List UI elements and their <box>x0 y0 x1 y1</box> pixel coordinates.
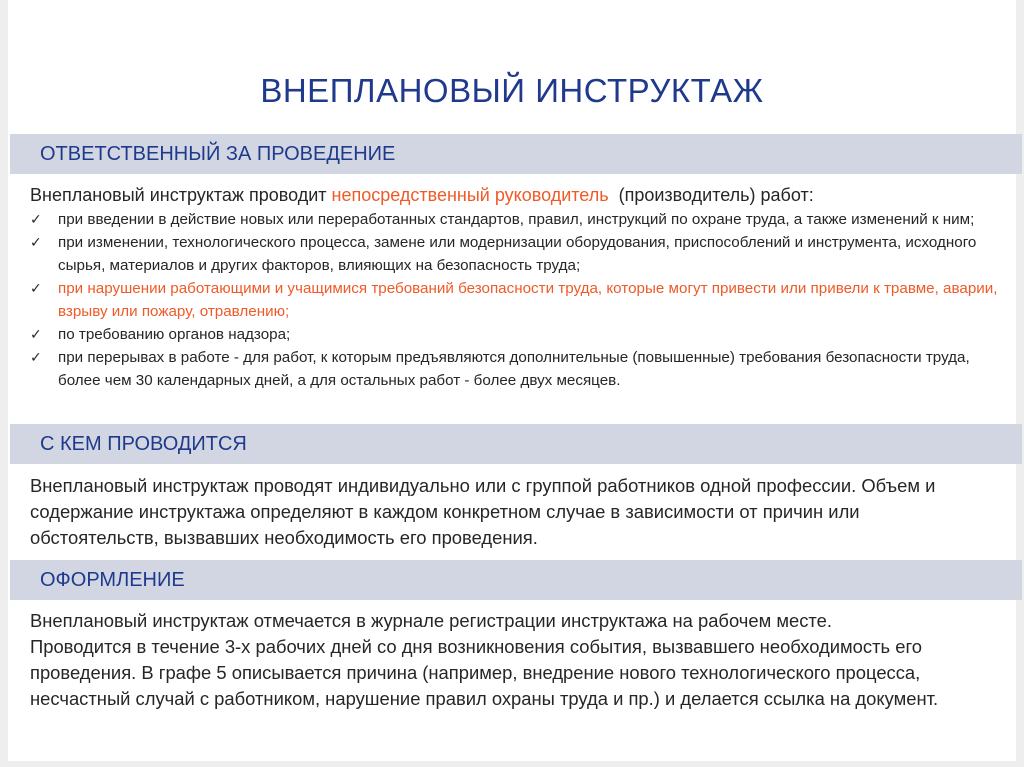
frame-left-border <box>0 0 8 767</box>
list-item-text: при нарушении работающими и учащимися требований безопасности труда, которые могут привести или привели к травме, аварии, взрыву или пожару, отравлению; <box>58 280 998 320</box>
check-icon: ✓ <box>30 349 42 365</box>
list-item-text: по требованию органов надзора; <box>58 326 291 343</box>
list-item-text: при изменении, технологического процесса, замене или модернизации оборудования, приспособлений и инструмента, исходного сырья, материалов и других факторов, влияющих на безопасность труда; <box>58 234 977 274</box>
section-header-responsible <box>10 134 1022 174</box>
section-whom-content <box>30 473 990 551</box>
section-header-label: ОТВЕТСТВЕННЫЙ ЗА ПРОВЕДЕНИЕ <box>40 143 396 165</box>
check-icon: ✓ <box>30 211 42 227</box>
conditions-list <box>30 208 1000 392</box>
check-icon: ✓ <box>30 326 42 342</box>
paragraph: Внеплановый инструктаж проводят индивидуально или с группой работников одной профессии. Объем и содержание инструктажа определяют в каждом конкретном случае в зависимости от причин или обстоятельств, вызвавших необходимость его проведения. <box>30 475 936 548</box>
lead-text-start: Внеплановый инструктаж проводит <box>30 185 332 205</box>
list-item-highlighted <box>30 277 1000 323</box>
lead-sentence <box>30 184 1000 206</box>
section-responsible-content <box>30 184 1000 392</box>
list-item-text: при введении в действие новых или переработанных стандартов, правил, инструкций по охране труда, а также изменений к ним; <box>58 211 975 228</box>
check-icon: ✓ <box>30 280 42 296</box>
section-header-label: С КЕМ ПРОВОДИТСЯ <box>40 433 247 455</box>
list-item-text: при перерывах в работе - для работ, к которым предъявляются дополнительные (повышенные) требования безопасности труда, более чем 30 календарных дней, а для остальных работ - более двух месяцев. <box>58 349 970 389</box>
frame-bottom-border <box>0 761 1024 767</box>
check-icon: ✓ <box>30 234 42 250</box>
section-header-label: ОФОРМЛЕНИЕ <box>40 569 185 591</box>
paragraph: Внеплановый инструктаж отмечается в журнале регистрации инструктажа на рабочем месте. <box>30 610 832 631</box>
lead-highlight: непосредственный руководитель <box>331 185 609 205</box>
list-item <box>30 323 1000 346</box>
section-header-whom <box>10 424 1022 464</box>
frame-right-border <box>1016 0 1024 767</box>
paragraph: Проводится в течение 3-х рабочих дней со дня возникновения события, вызвавшего необходимость его проведения. В графе 5 описывается причина (например, внедрение нового технологического процесса, несчастный случай с работником, нарушение правил охраны труда и пр.) и делается ссылка на документ. <box>30 636 939 709</box>
list-item <box>30 208 1000 231</box>
list-item <box>30 231 1000 277</box>
section-registration-content <box>30 608 990 712</box>
section-header-registration <box>10 560 1022 600</box>
list-item <box>30 346 1000 392</box>
page-title: ВНЕПЛАНОВЫЙ ИНСТРУКТАЖ <box>260 72 764 109</box>
lead-text-end: (производитель) работ: <box>608 185 814 205</box>
